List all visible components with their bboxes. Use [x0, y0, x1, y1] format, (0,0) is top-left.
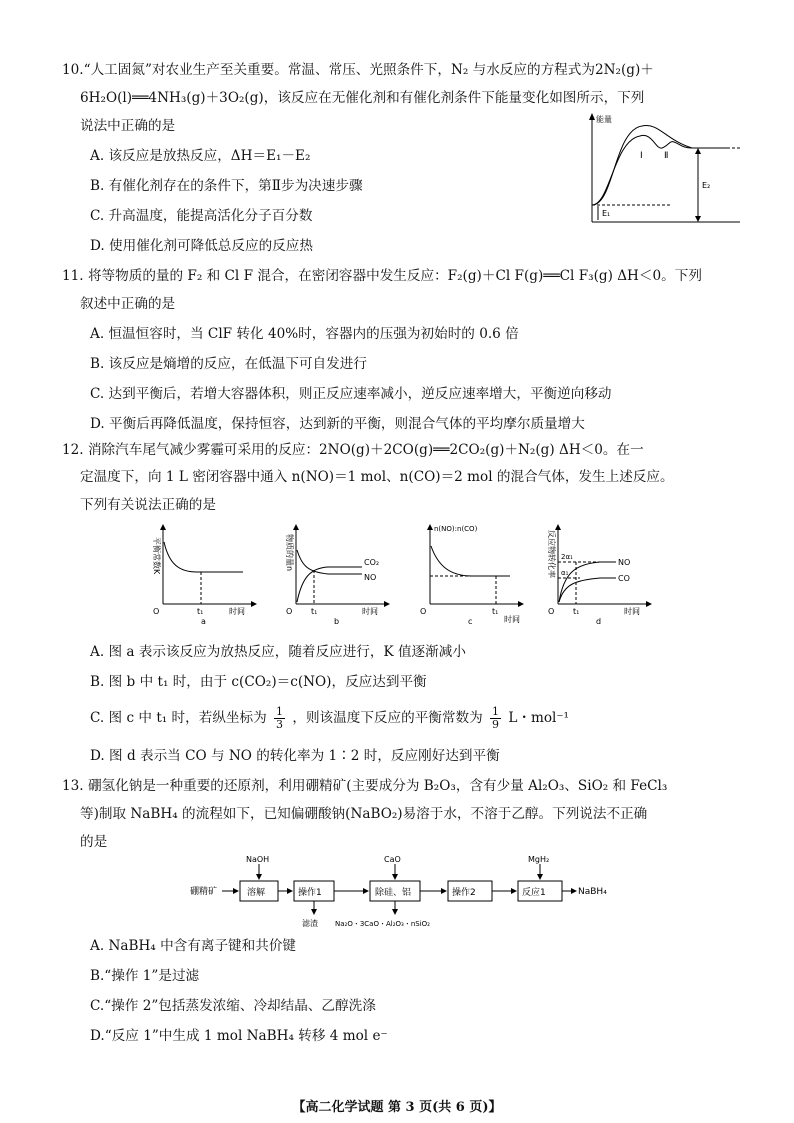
q12-figure-b	[278, 522, 398, 626]
q12b-series2: NO	[364, 573, 377, 582]
q11-line1: 11. 将等物质的量的 F₂ 和 Cl F 混合，在密闭容器中发生反应：F₂(g)＋Cl F(g)══Cl F₃(g) ΔH＜0。下列	[62, 268, 702, 284]
q12d-series2: CO	[618, 574, 630, 583]
q10-option-b: B. 有催化剂存在的条件下，第Ⅱ步为决速步骤	[90, 178, 363, 194]
q12-option-a: A. 图 a 表示该反应为放热反应，随着反应进行，K 值逐渐减小	[90, 644, 466, 660]
q12d-t1: t₁	[573, 607, 580, 616]
q13-option-d: D.“反应 1”中生成 1 mol NaBH₄ 转移 4 mol e⁻	[90, 1028, 388, 1044]
q13-step-react1: 反应1	[522, 888, 546, 898]
q10-line2: 6H₂O(l)══4NH₃(g)＋3O₂(g)，该反应在无催化剂和有催化剂条件下能量变化如图所示，下列	[80, 90, 645, 106]
q12b-caption: b	[334, 617, 340, 626]
q12-line2: 定温度下，向 1 L 密闭容器中通入 n(NO)＝1 mol、n(CO)＝2 mol 的混合气体，发生上述反应。	[80, 469, 674, 485]
q12d-origin: O	[548, 607, 555, 616]
q13-line1: 13. 硼氢化钠是一种重要的还原剂，利用硼精矿(主要成分为 B₂O₃，含有少量 Al₂O₃、SiO₂ 和 FeCl₃	[62, 778, 668, 794]
q13-option-a: A. NaBH₄ 中含有离子键和共价键	[90, 938, 297, 954]
q11-option-d: D. 平衡后再降低温度，保持恒容，达到新的平衡，则混合气体的平均摩尔质量增大	[90, 416, 585, 432]
q12b-origin: O	[286, 607, 293, 616]
q12a-caption: a	[201, 617, 206, 626]
q10-option-d: D. 使用催化剂可降低总反应的反应热	[90, 238, 313, 254]
q13-option-c: C.“操作 2”包括蒸发浓缩、冷却结晶、乙醇洗涤	[90, 998, 376, 1014]
q12a-ylabel: 平衡常数K	[152, 537, 161, 575]
q12-option-c	[90, 706, 569, 731]
q12-figure-a	[145, 522, 265, 626]
q10-option-c: C. 升高温度，能提高活化分子百分数	[90, 208, 313, 224]
q12-option-c-part2: ，则该温度下反应的平衡常数为	[292, 710, 483, 726]
q13-start-label: 硼精矿	[190, 887, 218, 897]
q13-mgh2-label: MgH₂	[528, 855, 550, 864]
q12-option-d: D. 图 d 表示当 CO 与 NO 的转化率为 1∶2 时，反应刚好达到平衡	[90, 748, 500, 764]
q12d-xlabel: 时间	[624, 607, 640, 616]
q13-residue-label: 滤渣	[302, 919, 318, 928]
q13-byproduct-label: Na₂O・3CaO・Al₂O₃・nSiO₂	[335, 920, 430, 928]
q10-energy-label: 能量	[596, 115, 612, 124]
q13-line2: 等)制取 NaBH₄ 的流程如下，已知偏硼酸钠(NaBO₂)易溶于水，不溶于乙醇。下列说法不正确	[80, 806, 648, 822]
q13-cao-label: CaO	[384, 855, 401, 864]
q12d-alpha1: α₁	[561, 569, 569, 577]
q12c-xlabel: 时间	[504, 615, 520, 624]
q12-figure-d	[540, 522, 670, 626]
q12b-ylabel: 物质的量n	[285, 534, 294, 572]
q13-step-op1: 操作1	[298, 888, 322, 898]
q11-line2: 叙述中正确的是	[80, 296, 176, 312]
q12d-alpha2: 2α₁	[561, 553, 573, 561]
q13-end-label: NaBH₄	[578, 887, 607, 897]
q12-figure-c	[412, 522, 532, 626]
q11-option-c: C. 达到平衡后，若增大容器体积，则正反应速率减小，逆反应速率增大，平衡逆向移动	[90, 386, 612, 402]
q13-naoh-label: NaOH	[246, 855, 270, 864]
q13-step-op2: 操作2	[452, 888, 476, 898]
q12b-series1: CO₂	[364, 558, 380, 567]
q10-option-a: A. 该反应是放热反应，ΔH＝E₁－E₂	[90, 148, 311, 164]
q12c-caption: c	[468, 617, 473, 626]
q12-line1: 12. 消除汽车尾气减少雾霾可采用的反应：2NO(g)＋2CO(g)══2CO₂(g)＋N₂(g) ΔH＜0。在一	[62, 442, 644, 458]
q12-option-b: B. 图 b 中 t₁ 时，由于 c(CO₂)＝c(NO)，反应达到平衡	[90, 674, 427, 690]
q12-option-c-unit: L・mol⁻¹	[508, 710, 570, 726]
q12-option-c-part1: C. 图 c 中 t₁ 时，若纵坐标为	[90, 710, 267, 726]
q12b-t1: t₁	[311, 607, 318, 616]
q12a-t1: t₁	[197, 607, 204, 616]
q12a-origin: O	[153, 607, 160, 616]
q10-line3: 说法中正确的是	[80, 118, 176, 134]
q11-option-b: B. 该反应是熵增的反应，在低温下可自发进行	[90, 356, 367, 372]
q13-flowchart	[190, 852, 620, 930]
q13-option-b: B.“操作 1”是过滤	[90, 968, 200, 984]
q12b-xlabel: 时间	[362, 607, 378, 616]
q12d-ylabel: 反应物转化率	[547, 530, 556, 578]
q12a-xlabel: 时间	[229, 607, 245, 616]
page-footer: 【高二化学试题 第 3 页(共 6 页)】	[292, 1100, 502, 1115]
q12d-series1: NO	[618, 558, 631, 567]
q10-step2-label: Ⅱ	[664, 151, 669, 161]
q12c-origin: O	[420, 607, 427, 616]
q10-step1-label: Ⅰ	[640, 151, 643, 161]
q10-energy-diagram	[580, 110, 745, 230]
q10-e2-label: E₂	[702, 181, 711, 190]
q12c-ylabel: n(NO):n(CO)	[434, 525, 478, 533]
q12-option-c-frac2: $\frac{1}{9}$	[492, 705, 500, 731]
q11-option-a: A. 恒温恒容时，当 ClF 转化 40%时，容器内的压强为初始时的 0.6 倍	[90, 326, 519, 342]
q12-line3: 下列有关说法正确的是	[80, 497, 216, 513]
q13-line3: 的是	[80, 834, 108, 850]
q10-line1: 10.“人工固氮”对农业生产至关重要。常温、常压、光照条件下，N₂ 与水反应的方程式为2N₂(g)＋	[62, 62, 654, 78]
q12c-t1: t₁	[492, 607, 499, 616]
q13-step-remove: 除硅、铝	[375, 888, 412, 898]
q10-e1-label: E₁	[602, 209, 611, 218]
q12-option-c-frac1: $\frac{1}{3}$	[276, 705, 284, 731]
q12d-caption: d	[596, 617, 602, 626]
q13-step-dissolve: 溶解	[247, 888, 266, 898]
